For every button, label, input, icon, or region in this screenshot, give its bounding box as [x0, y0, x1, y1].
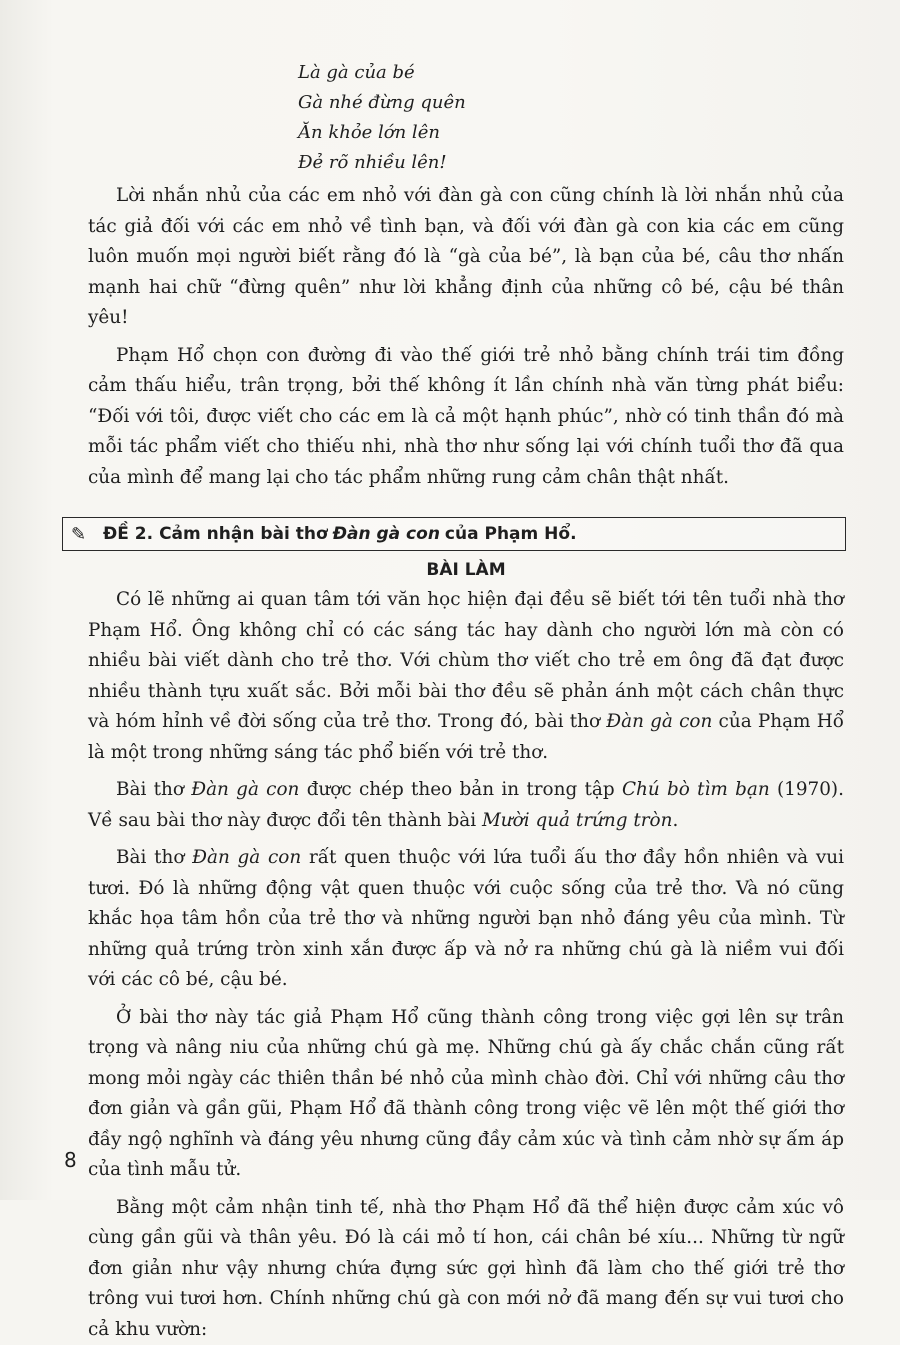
- text-run: Bài thơ: [116, 847, 184, 868]
- italic-collection: Chú bò tìm bạn: [622, 779, 770, 800]
- exercise-prefix: Cảm nhận bài thơ: [159, 524, 328, 544]
- italic-title: Đàn gà con: [191, 779, 299, 800]
- poem-line: Đẻ rõ nhiều lên!: [298, 148, 844, 178]
- poem-line: Là gà của bé: [298, 58, 844, 88]
- poem-line: Ăn khỏe lớn lên: [298, 118, 844, 148]
- text-run: (1970). Về sau bài thơ này được đổi tên thành bài: [88, 779, 844, 831]
- pencil-icon: ✎: [71, 524, 97, 545]
- exercise-suffix: của Phạm Hổ.: [445, 524, 577, 544]
- essay-paragraph-2: [88, 775, 844, 836]
- exercise-title-box: [62, 517, 846, 551]
- poem-line: Gà nhé đừng quên: [298, 88, 844, 118]
- text-run: rất quen thuộc với lứa tuổi ấu thơ đầy hồn nhiên và vui tươi. Đó là những động vật quen thuộc với cuộc sống của trẻ thơ. Và nó cũng khắc họa tâm hồn của trẻ thơ và những người bạn nhỏ đáng yêu của mình. Từ những quả trứng tròn xinh xắn được ấp và nở ra những chú gà là niềm vui đối với các cô bé, cậu bé.: [88, 847, 844, 990]
- italic-title: Đàn gà con: [606, 711, 712, 732]
- exercise-label: ĐỀ 2.: [103, 524, 153, 544]
- essay-paragraph-1: [88, 585, 844, 768]
- text-run: .: [672, 810, 678, 831]
- text-run: Có lẽ những ai quan tâm tới văn học hiện đại đều sẽ biết tới tên tuổi nhà thơ Phạm Hổ. Ông không chỉ có các sáng tác hay dành cho người lớn mà còn có nhiều bài viết dành cho trẻ thơ. Với chùm thơ viết cho trẻ em ông đã đạt được nhiều thành tựu xuất sắc. Bởi mỗi bài thơ đều sẽ phản ánh một cách chân thực và hóm hỉnh về đời sống của trẻ thơ. Trong đó, bài thơ: [88, 589, 844, 732]
- text-run: Bài thơ: [116, 779, 184, 800]
- text-run: của Phạm Hổ là một trong những sáng tác phổ biến với trẻ thơ.: [88, 711, 844, 763]
- italic-title: Đàn gà con: [192, 847, 301, 868]
- essay-paragraph-3: [88, 843, 844, 996]
- exercise-poem-title: Đàn gà con: [333, 524, 440, 544]
- page-content: [88, 58, 844, 1345]
- essay-paragraph-5: Bằng một cảm nhận tinh tế, nhà thơ Phạm Hổ đã thể hiện được cảm xúc vô cùng gần gũi và thân yêu. Đó là cái mỏ tí hon, cái chân bé xíu... Những từ ngữ đơn giản như vậy nhưng chứa đựng sức gợi hình đã làm cho thế giới trẻ thơ trông vui tươi hơn. Chính những chú gà con mới nở đã mang đến sự vui tươi cho cả khu vườn:: [88, 1193, 844, 1345]
- page-number: 8: [64, 1148, 77, 1172]
- italic-title: Mười quả trứng tròn: [482, 810, 673, 831]
- paragraph: Lời nhắn nhủ của các em nhỏ với đàn gà con cũng chính là lời nhắn nhủ của tác giả đối với các em nhỏ về tình bạn, và đối với đàn gà con kia các em cũng luôn muốn mọi người biết rằng đó là “gà của bé”, là bạn của bé, câu thơ nhấn mạnh hai chữ “đừng quên” như lời khẳng định của những cô bé, cậu bé thân yêu!: [88, 181, 844, 334]
- poem-stanza: [298, 58, 844, 178]
- paragraph: Phạm Hổ chọn con đường đi vào thế giới trẻ nhỏ bằng chính trái tim đồng cảm thấu hiểu, trân trọng, bởi thế không ít lần chính nhà văn từng phát biểu: “Đối với tôi, được viết cho các em là cả một hạnh phúc”, nhờ có tinh thần đó mà mỗi tác phẩm viết cho thiếu nhi, nhà thơ như sống lại với chính tuổi thơ đã qua của mình để mang lại cho tác phẩm những rung cảm chân thật nhất.: [88, 341, 844, 494]
- essay-paragraph-4: Ở bài thơ này tác giả Phạm Hổ cũng thành công trong việc gợi lên sự trân trọng và nâng niu của những chú gà mẹ. Những chú gà ấy chắc chắn cũng rất mong mỏi ngày các thiên thần bé nhỏ của mình chào đời. Chỉ với những câu thơ đơn giản và gần gũi, Phạm Hổ đã thành công trong việc vẽ lên một thế giới thơ đầy ngộ nghĩnh và đáng yêu nhưng cũng đầy cảm xúc và tình cảm nhờ sự ấm áp của tình mẫu tử.: [88, 1003, 844, 1186]
- section-heading: BÀI LÀM: [88, 557, 844, 583]
- text-run: được chép theo bản in trong tập: [307, 779, 615, 800]
